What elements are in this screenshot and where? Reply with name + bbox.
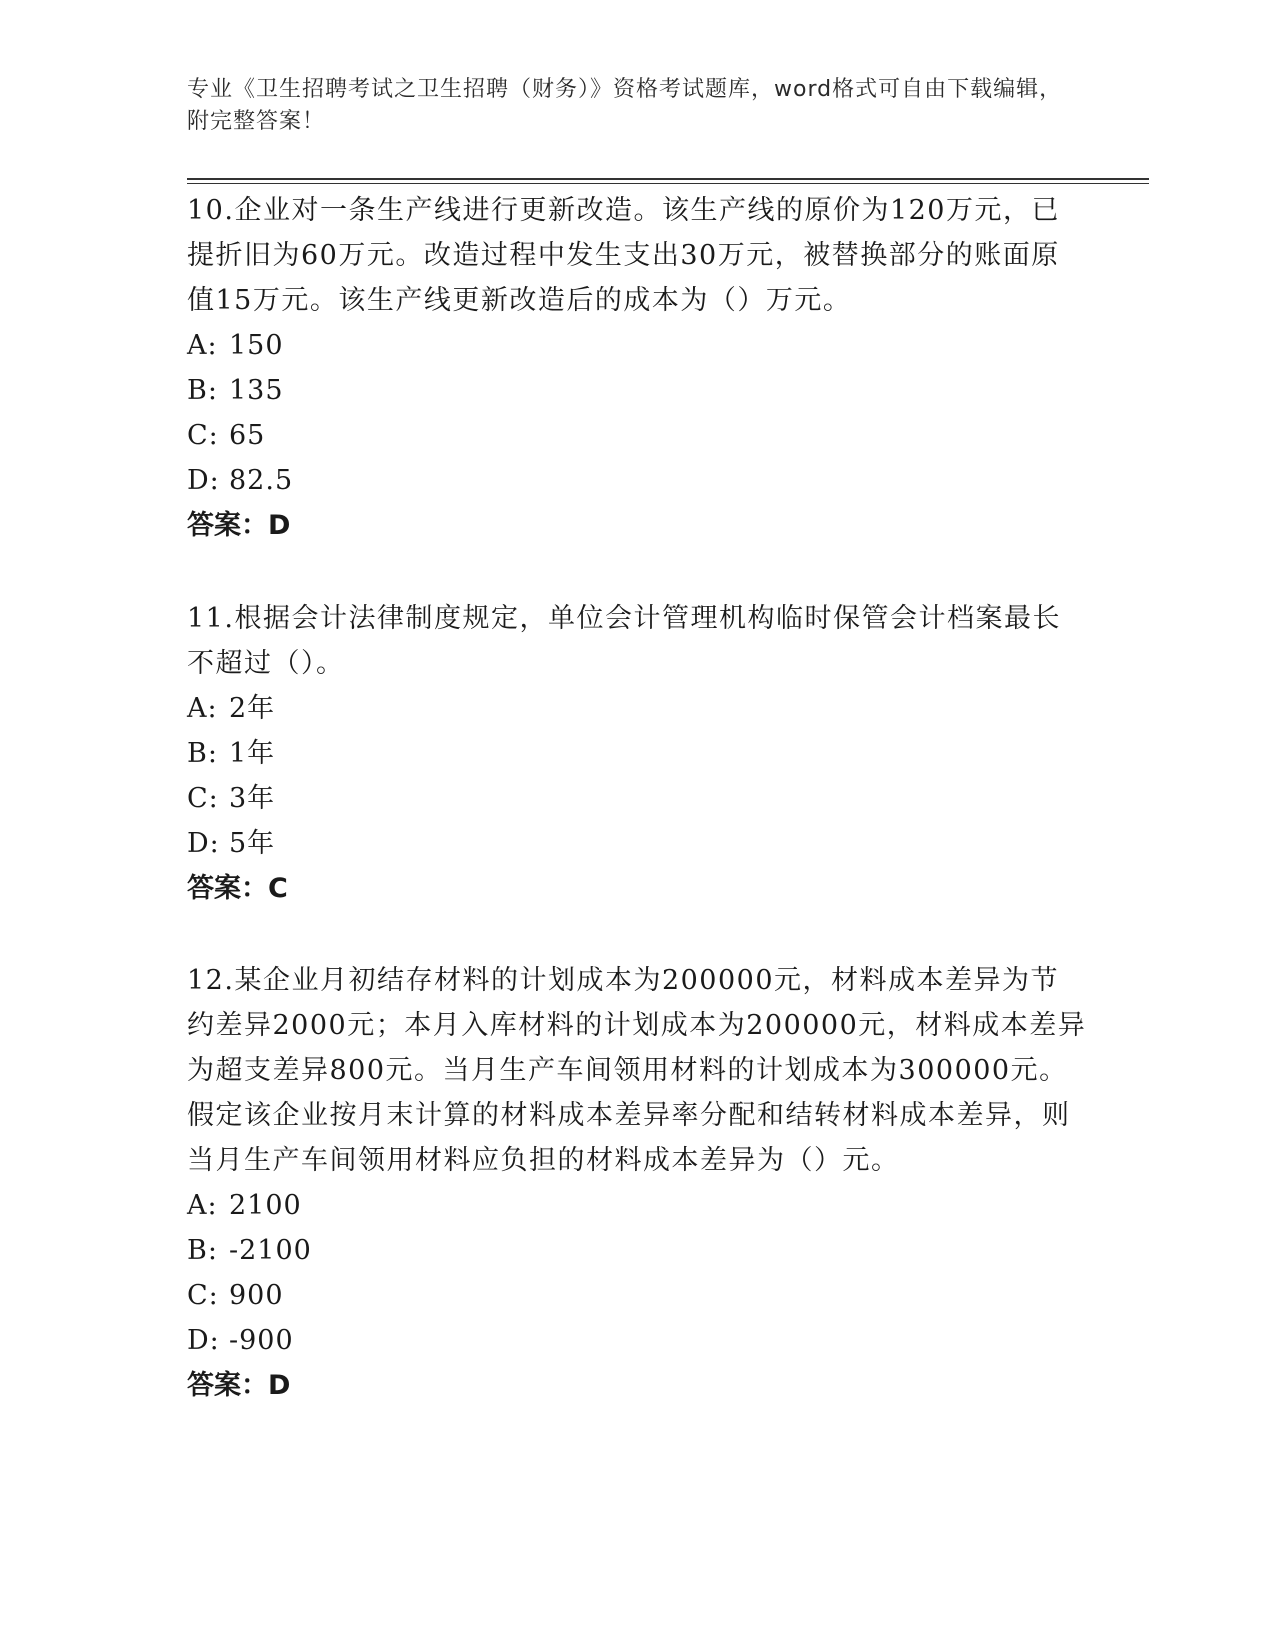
option-c [187,776,1087,821]
option-letter: C: [187,420,219,451]
question-11 [187,596,1087,911]
option-text: 150 [229,330,284,361]
option-letter: A: [187,330,218,361]
question-stem: 11.根据会计法律制度规定，单位会计管理机构临时保管会计档案最长不超过（）。 [187,603,1061,679]
question-10 [187,188,1087,548]
answer: 答案：D [187,510,291,541]
option-d [187,1318,1087,1363]
header-divider-thick [187,178,1149,180]
option-c [187,1273,1087,1318]
option-text: 3年 [229,783,276,814]
option-text: 2100 [229,1190,302,1221]
option-letter: D: [187,1325,220,1356]
option-text: 2年 [229,693,276,724]
header-divider-thin [187,183,1149,184]
option-b [187,731,1087,776]
question-12 [187,958,1087,1408]
option-letter: D: [187,465,220,496]
option-text: -900 [229,1325,294,1356]
question-stem: 12.某企业月初结存材料的计划成本为200000元，材料成本差异为节约差异2000元；本月入库材料的计划成本为200000元，材料成本差异为超支差异800元。当月生产车间领用材料的计划成本为300000元。假定该企业按月末计算的材料成本差异率分配和结转材料成本差异，则当月生产车间领用材料应负担的材料成本差异为（）元。 [187,965,1087,1176]
option-letter: C: [187,783,219,814]
option-text: 1年 [229,738,276,769]
answer: 答案：C [187,873,288,904]
option-text: 900 [229,1280,284,1311]
option-a [187,1183,1087,1228]
option-text: 65 [229,420,266,451]
option-text: 5年 [229,828,276,859]
option-letter: B: [187,375,218,406]
question-stem: 10.企业对一条生产线进行更新改造。该生产线的原价为120万元，已提折旧为60万元。改造过程中发生支出30万元，被替换部分的账面原值15万元。该生产线更新改造后的成本为（）万元。 [187,195,1060,316]
option-text: 82.5 [229,465,294,496]
option-letter: A: [187,1190,218,1221]
option-letter: B: [187,1235,218,1266]
option-letter: D: [187,828,220,859]
option-text: -2100 [229,1235,312,1266]
option-c [187,413,1087,458]
option-d [187,458,1087,503]
option-text: 135 [229,375,284,406]
answer: 答案：D [187,1370,291,1401]
option-letter: B: [187,738,218,769]
option-b [187,1228,1087,1273]
option-a [187,686,1087,731]
option-letter: A: [187,693,218,724]
option-d [187,821,1087,866]
option-letter: C: [187,1280,219,1311]
option-a [187,323,1087,368]
document-header: 专业《卫生招聘考试之卫生招聘（财务）》资格考试题库，word格式可自由下载编辑，附完整答案！ [187,77,1063,134]
option-b [187,368,1087,413]
